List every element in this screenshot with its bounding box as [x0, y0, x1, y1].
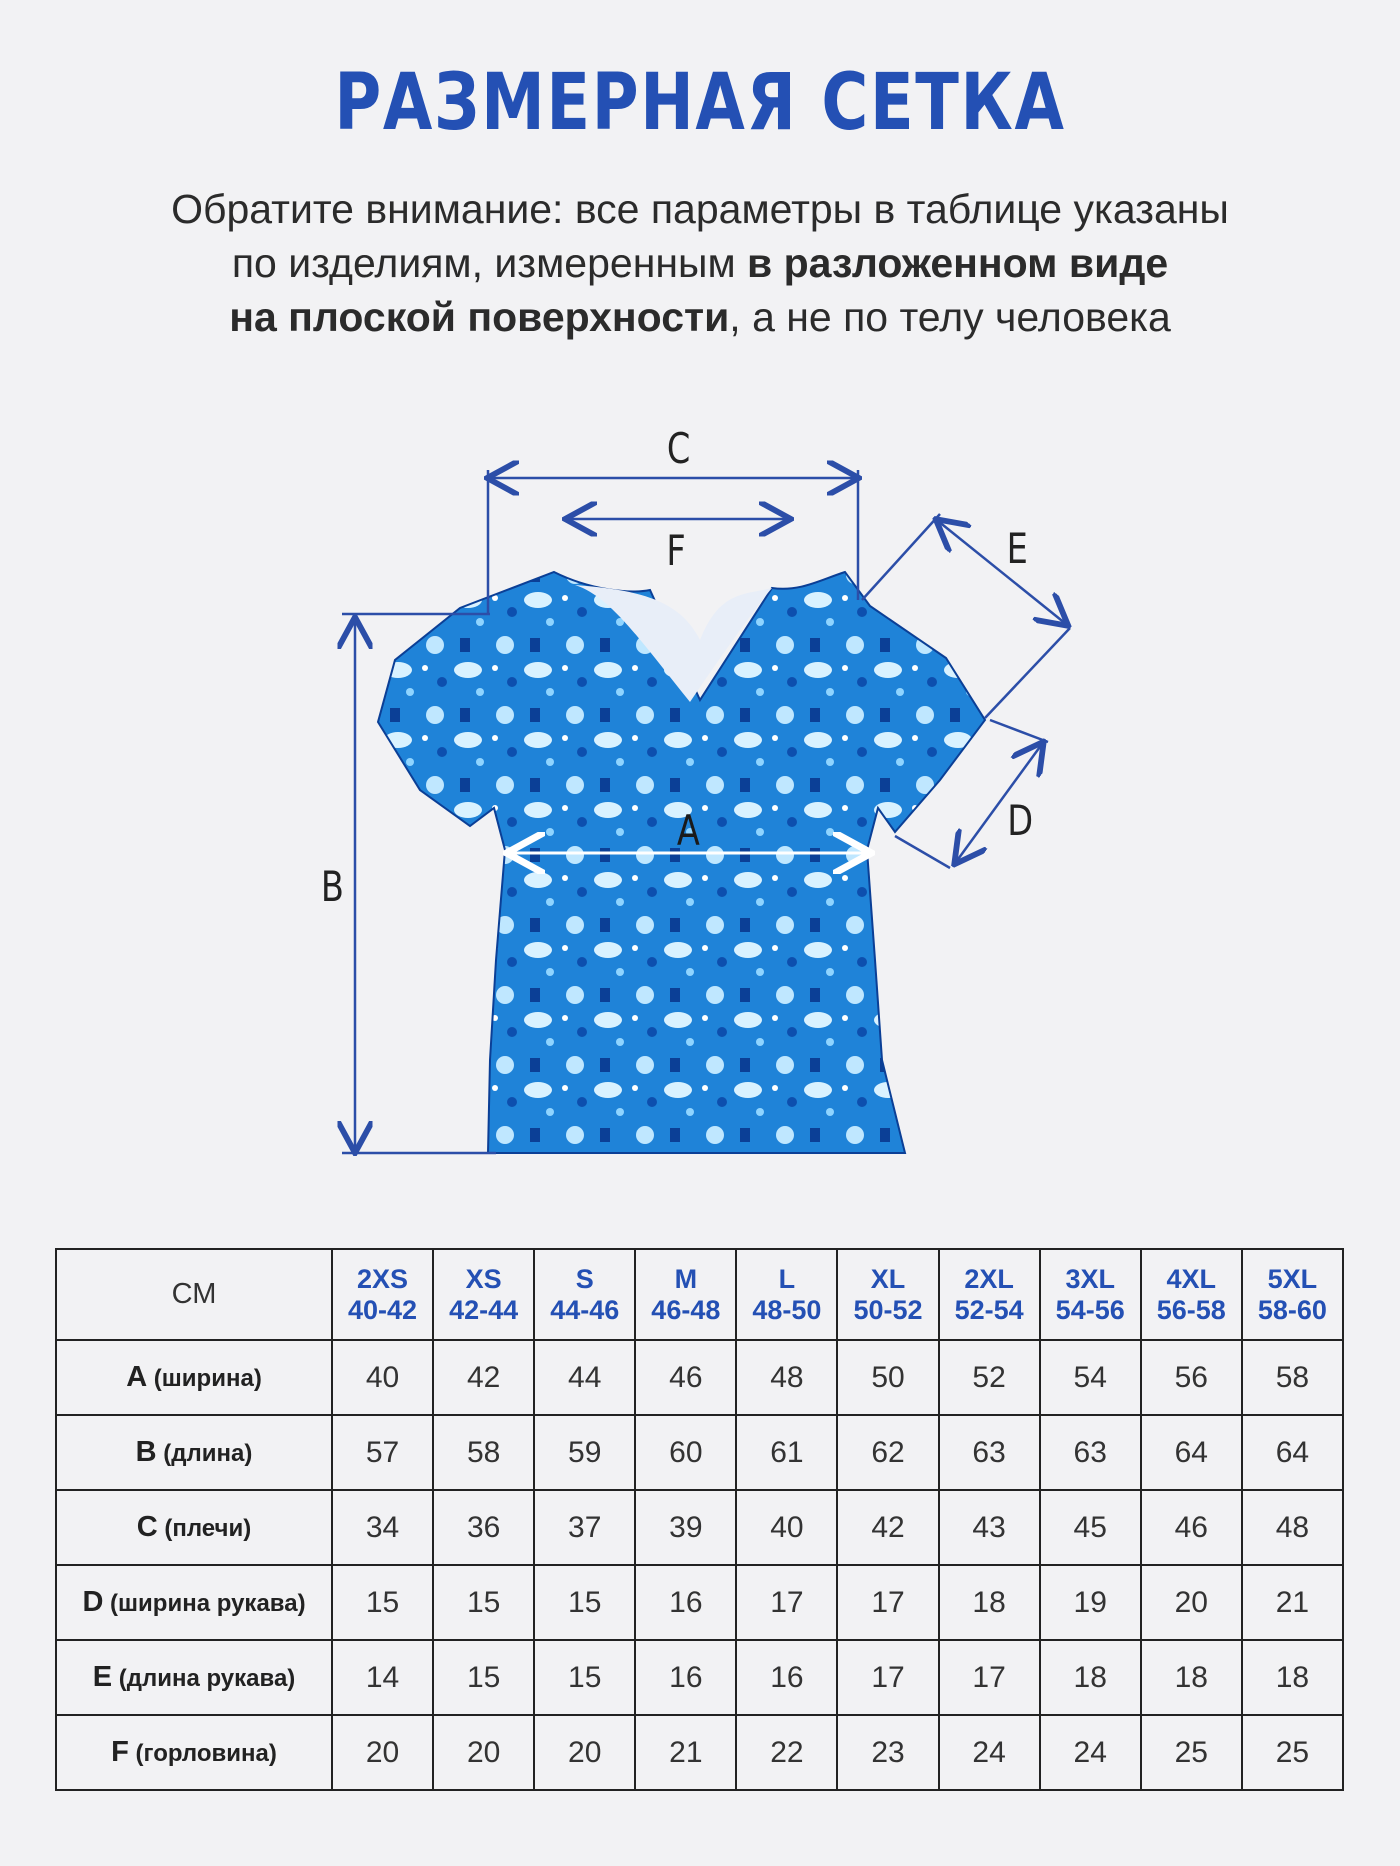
- row-label: (ширина рукава): [103, 1590, 306, 1617]
- label-d: D: [1007, 796, 1034, 845]
- size-header-xs: XS 42-44: [433, 1249, 534, 1340]
- table-cell: 18: [1040, 1640, 1141, 1715]
- table-cell: 57: [332, 1415, 433, 1490]
- measurement-diagram: [0, 400, 1400, 1180]
- row-label: (горловина): [128, 1740, 277, 1767]
- table-cell: 46: [635, 1340, 736, 1415]
- table-row: [56, 1340, 1343, 1415]
- subtitle-line-2-text: по изделиям, измеренным: [231, 240, 748, 286]
- row-letter: D: [82, 1586, 104, 1618]
- row-header: [56, 1715, 332, 1790]
- table-cell: 23: [837, 1715, 938, 1790]
- row-letter: F: [111, 1736, 129, 1768]
- size-table: [55, 1248, 1344, 1791]
- table-cell: 15: [534, 1640, 635, 1715]
- size-header-s: S 44-46: [534, 1249, 635, 1340]
- table-row: [56, 1715, 1343, 1790]
- table-row: [56, 1415, 1343, 1490]
- size-header-2xl: 2XL 52-54: [939, 1249, 1040, 1340]
- table-cell: 58: [433, 1415, 534, 1490]
- table-cell: 44: [534, 1340, 635, 1415]
- table-cell: 15: [534, 1565, 635, 1640]
- table-cell: 16: [736, 1640, 837, 1715]
- table-cell: 40: [736, 1490, 837, 1565]
- size-header-4xl: 4XL 56-58: [1141, 1249, 1242, 1340]
- table-cell: 24: [939, 1715, 1040, 1790]
- shirt-diagram-svg: [0, 400, 1400, 1180]
- table-cell: 21: [635, 1715, 736, 1790]
- label-f: F: [666, 526, 686, 575]
- table-cell: 17: [837, 1565, 938, 1640]
- table-cell: 25: [1141, 1715, 1242, 1790]
- size-header-m: M 46-48: [635, 1249, 736, 1340]
- table-cell: 64: [1242, 1415, 1343, 1490]
- table-cell: 16: [635, 1640, 736, 1715]
- label-e: E: [1006, 524, 1028, 573]
- table-cell: 61: [736, 1415, 837, 1490]
- row-letter: C: [136, 1511, 158, 1543]
- table-cell: 21: [1242, 1565, 1343, 1640]
- row-header: [56, 1490, 332, 1565]
- table-row: [56, 1640, 1343, 1715]
- table-cell: 52: [939, 1340, 1040, 1415]
- table-cell: 18: [939, 1565, 1040, 1640]
- size-header-3xl: 3XL 54-56: [1040, 1249, 1141, 1340]
- table-cell: 20: [433, 1715, 534, 1790]
- label-b: B: [320, 862, 344, 911]
- table-cell: 63: [939, 1415, 1040, 1490]
- table-cell: 14: [332, 1640, 433, 1715]
- table-cell: 22: [736, 1715, 837, 1790]
- size-header-l: L 48-50: [736, 1249, 837, 1340]
- table-cell: 64: [1141, 1415, 1242, 1490]
- page-title: РАЗМЕРНАЯ СЕТКА: [334, 58, 1066, 148]
- table-cell: 34: [332, 1490, 433, 1565]
- table-cell: 37: [534, 1490, 635, 1565]
- row-label: (ширина): [147, 1365, 262, 1392]
- table-cell: 60: [635, 1415, 736, 1490]
- size-header-2xs: 2XS 40-42: [332, 1249, 433, 1340]
- row-letter: B: [135, 1436, 157, 1468]
- row-label: (длина): [156, 1440, 253, 1467]
- table-cell: 17: [939, 1640, 1040, 1715]
- table-cell: 15: [332, 1565, 433, 1640]
- table-cell: 15: [433, 1640, 534, 1715]
- table-cell: 17: [837, 1640, 938, 1715]
- row-header: [56, 1565, 332, 1640]
- table-cell: 42: [433, 1340, 534, 1415]
- label-a: A: [676, 806, 700, 855]
- table-cell: 48: [736, 1340, 837, 1415]
- subtitle-line-2-bold: в разложенном виде: [747, 240, 1169, 286]
- subtitle-note: [0, 182, 1400, 344]
- table-cell: 15: [433, 1565, 534, 1640]
- row-letter: A: [126, 1361, 148, 1393]
- table-cell: 42: [837, 1490, 938, 1565]
- size-header-5xl: 5XL 58-60: [1242, 1249, 1343, 1340]
- table-cell: 63: [1040, 1415, 1141, 1490]
- table-cell: 16: [635, 1565, 736, 1640]
- table-cell: 20: [534, 1715, 635, 1790]
- row-letter: E: [92, 1661, 113, 1693]
- size-header-xl: XL 50-52: [837, 1249, 938, 1340]
- table-cell: 48: [1242, 1490, 1343, 1565]
- table-cell: 25: [1242, 1715, 1343, 1790]
- subtitle-line-3-text: , а не по телу человека: [729, 294, 1171, 340]
- unit-header: СМ: [56, 1249, 332, 1340]
- table-cell: 20: [332, 1715, 433, 1790]
- table-row: [56, 1565, 1343, 1640]
- table-cell: 18: [1242, 1640, 1343, 1715]
- table-cell: 36: [433, 1490, 534, 1565]
- table-cell: 50: [837, 1340, 938, 1415]
- table-cell: 24: [1040, 1715, 1141, 1790]
- table-cell: 56: [1141, 1340, 1242, 1415]
- table-row: [56, 1490, 1343, 1565]
- subtitle-line-2: [0, 236, 1400, 290]
- row-header: [56, 1640, 332, 1715]
- table-cell: 17: [736, 1565, 837, 1640]
- row-label: (плечи): [157, 1515, 252, 1542]
- table-cell: 39: [635, 1490, 736, 1565]
- table-cell: 59: [534, 1415, 635, 1490]
- row-header: [56, 1340, 332, 1415]
- table-cell: 58: [1242, 1340, 1343, 1415]
- subtitle-line-1: Обратите внимание: все параметры в таблице указаны: [171, 186, 1229, 232]
- table-cell: 62: [837, 1415, 938, 1490]
- table-cell: 18: [1141, 1640, 1242, 1715]
- table-cell: 45: [1040, 1490, 1141, 1565]
- table-cell: 20: [1141, 1565, 1242, 1640]
- subtitle-line-3: [0, 290, 1400, 344]
- row-header: [56, 1415, 332, 1490]
- table-cell: 40: [332, 1340, 433, 1415]
- table-cell: 46: [1141, 1490, 1242, 1565]
- table-body: [56, 1340, 1343, 1790]
- table-header-row: [56, 1249, 1343, 1340]
- label-c: C: [666, 424, 691, 473]
- table-cell: 43: [939, 1490, 1040, 1565]
- subtitle-line-3-bold: на плоской поверхности: [229, 294, 730, 340]
- table-cell: 54: [1040, 1340, 1141, 1415]
- row-label: (длина рукава): [112, 1665, 296, 1692]
- table-cell: 19: [1040, 1565, 1141, 1640]
- arrow-e: [938, 521, 1066, 624]
